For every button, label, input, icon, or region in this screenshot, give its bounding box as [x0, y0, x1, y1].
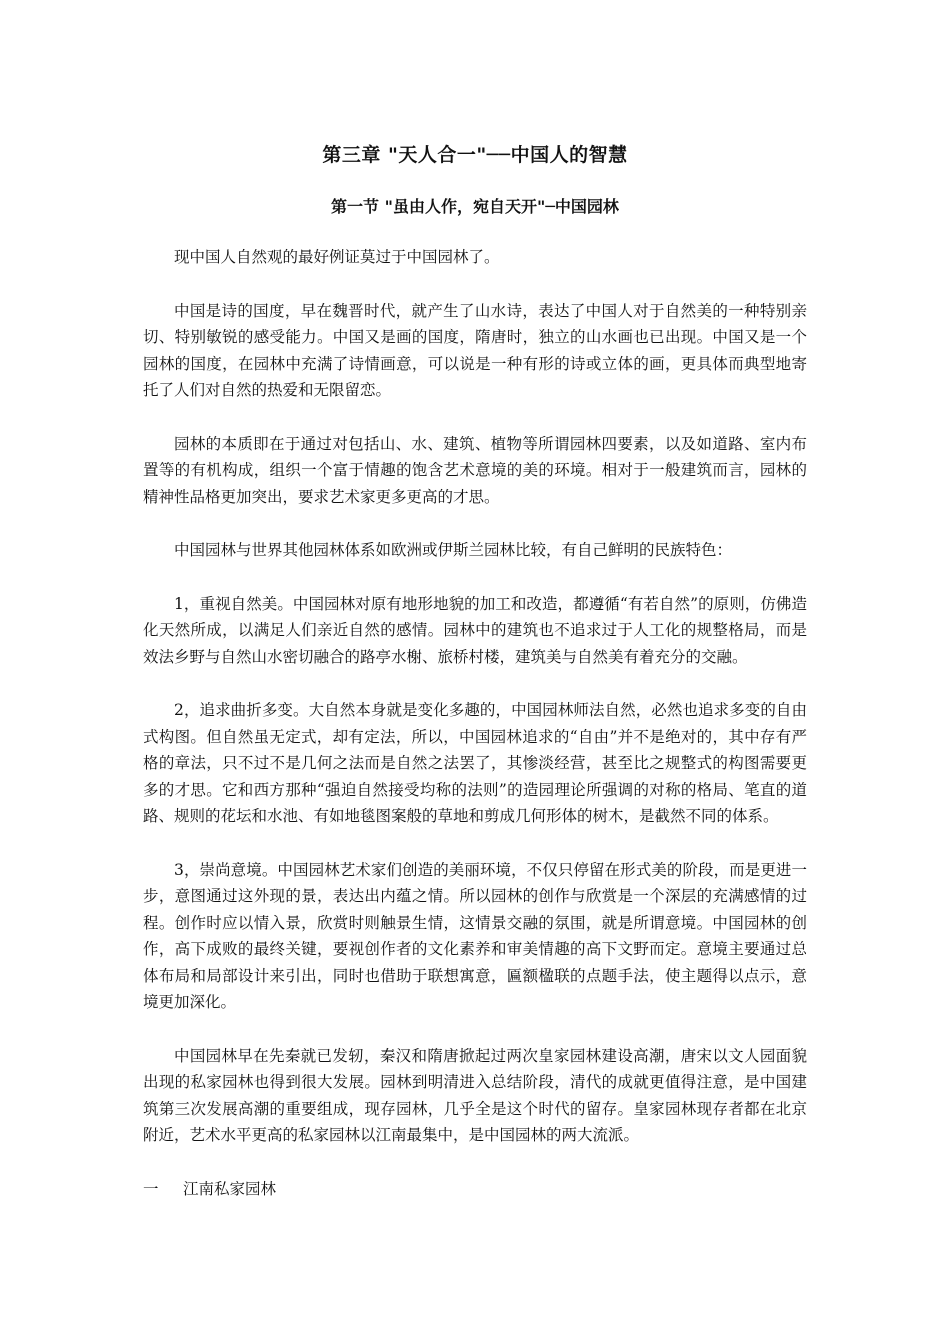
paragraph-point-2: 2，追求曲折多变。大自然本身就是变化多趣的，中国园林师法自然，必然也追求多变的自由式构图。但自然虽无定式，却有定法，所以，中国园林追求的“自由”并不是绝对的，其中存有严格的章法，只不过不是几何之法而是自然之法罢了，其惨淡经营，甚至比之规整式的构图需要更多的才思。它和西方那种“强迫自然接受均称的法则”的造园理论所强调的对称的格局、笔直的道路、规则的花坛和水池、有如地毯图案般的草地和剪成几何形体的树木，是截然不同的体系。	[143, 701, 807, 825]
paragraph-intro: 现中国人自然观的最好例证莫过于中国园林了。	[174, 248, 500, 266]
paragraph-point-1: 1，重视自然美。中国园林对原有地形地貌的加工和改造，都遵循“有若自然”的原则，仿佛造化天然所成，以满足人们亲近自然的感情。园林中的建筑也不追求过于人工化的规整格局，而是效法乡野与自然山水密切融合的路亭水榭、旅桥村楼，建筑美与自然美有着充分的交融。	[143, 594, 807, 666]
subheading-jiangnan	[143, 1176, 807, 1203]
paragraph-comparison: 中国园林与世界其他园林体系如欧洲或伊斯兰园林比较，有自己鲜明的民族特色：	[174, 541, 733, 559]
paragraph-history: 中国园林早在先秦就已发轫，秦汉和隋唐掀起过两次皇家园林建设高潮，唐宋以文人园面貌出现的私家园林也得到很大发展。园林到明清进入总结阶段，清代的成就更值得注意，是中国建筑第三次发展高潮的重要组成，现存园林，几乎全是这个时代的留存。皇家园林现存者都在北京附近，艺术水平更高的私家园林以江南最集中，是中国园林的两大流派。	[143, 1046, 807, 1144]
chapter-title: 第三章 "天人合一"──中国人的智慧	[322, 144, 628, 166]
section-title: 第一节 "虽由人作，宛自天开"─中国园林	[331, 197, 619, 216]
document-page	[143, 140, 807, 1202]
subheading-number: 一	[143, 1179, 159, 1198]
paragraph-point-3: 3，崇尚意境。中国园林艺术家们创造的美丽环境，不仅只停留在形式美的阶段，而是更进一步，意图通过这外现的景，表达出内蕴之情。所以园林的创作与欣赏是一个深层的充满感情的过程。创作时应以情入景，欣赏时则触景生情，这情景交融的氛围，就是所谓意境。中国园林的创作，高下成败的最终关键，要视创作者的文化素养和审美情趣的高下文野而定。意境主要通过总体布局和局部设计来引出，同时也借助于联想寓意，匾额楹联的点题手法，使主题得以点示，意境更加深化。	[143, 860, 807, 1011]
paragraph-poetry-country: 中国是诗的国度，早在魏晋时代，就产生了山水诗，表达了中国人对于自然美的一种特别亲切、特别敏锐的感受能力。中国又是画的国度，隋唐时，独立的山水画也已出现。中国又是一个园林的国度，在园林中充满了诗情画意，可以说是一种有形的诗或立体的画，更具体而典型地寄托了人们对自然的热爱和无限留恋。	[143, 301, 807, 399]
paragraph-garden-essence: 园林的本质即在于通过对包括山、水、建筑、植物等所谓园林四要素，以及如道路、室内布置等的有机构成，组织一个富于情趣的饱含艺术意境的美的环境。相对于一般建筑而言，园林的精神性品格更加突出，要求艺术家更多更高的才思。	[143, 434, 807, 506]
subheading-text: 江南私家园林	[183, 1179, 277, 1198]
